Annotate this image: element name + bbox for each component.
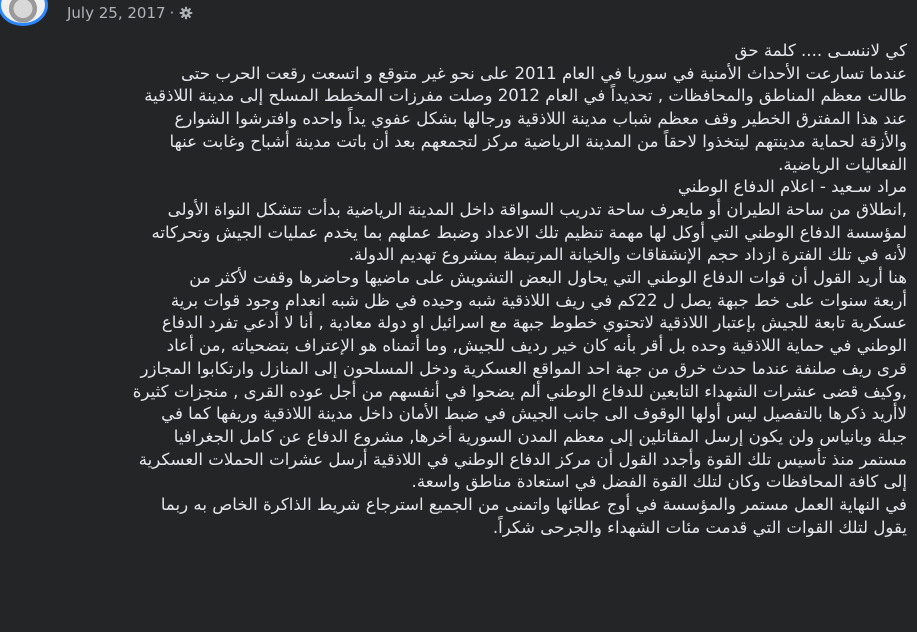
post-line: هنا أريد القول أن قوات الدفاع الوطني التي يحاول البعض التشويش على ماضيها وحاضرها وقفت لأكثر من	[189, 268, 907, 288]
post-line: طالت معظم المناطق والمحافظات , تحديداً في العام 2012 وصلت مفرزات المخطط المسلح إلى مدينة اللاذقية	[144, 86, 907, 106]
post-text	[10, 40, 907, 539]
post-line: جبلة وبانياس ولن يكون إرسل المقاتلين إلى معظم المدن السورية أخرها, مشروع الدفاع عن كامل الجغرافيا	[173, 426, 907, 446]
post-line: يقول لتلك القوات التي قدمت مئات الشهداء والجرحى شكراً.	[492, 517, 907, 537]
post-line: لاأريد ذكرها بالتفصيل ليس أولها الوقوف الى جانب الجيش في ضبط الأمان داخل مدينة اللاذقية وريفها كما في	[161, 404, 907, 424]
post-line: في النهاية العمل مستمر والمؤسسة في أوج عطائها واتمنى من الجميع استرجاع شريط الذاكرة الخاص به ربما	[160, 495, 907, 515]
post-line: الفعاليات الرياضية.	[778, 154, 907, 174]
post-line: والأزقة لحماية مدينتهم ليتخذوا لاحقاً من المدينة الرياضية مركز لتجمعهم بعد أن باتت مدينة أشباح وغابت عنها	[169, 131, 907, 151]
post-line: مراد سـعيد - اعلام الدفاع الوطني	[677, 177, 907, 197]
post-line: كي لاننسـى .... كلمة حق	[734, 41, 907, 60]
post-line: ,وكيف قضى عشرات الشهداء التابعين للدفاع الوطني ألم يضحوا في أنفسهم من أجل عوده القرى , منجزات كثيرة	[132, 381, 907, 401]
post-line: عندما تسارعت الأحداث الأمنية في سوريا في العام 2011 على نحو غير متوقع و اتسعت رقعت الحرب حتى	[180, 63, 907, 83]
post-meta	[67, 2, 193, 24]
post-line: مستمر منذ تأسيس تلك القوة وأجدد القول أن مركز الدفاع الوطني في اللاذقية أرسل عشرات الحملات العسكرية	[138, 449, 907, 469]
post-line: عسكرية تابعة للجيش بإعتبار اللاذقية لاتحتوي خطوط جبهة مع اسرائيل او دولة معادية , أنا لا أدعي تفرد الدفاع	[161, 313, 907, 333]
post-line: قرى ريف صلنفة عندما حدث خرق من جهة احد المواقع العسكرية ودخل المسلحون إلى المنازل وارتكابوا المجازر	[140, 358, 907, 378]
gear-icon[interactable]	[179, 6, 193, 20]
post-line: عند هذا المفترق الخطير وقف معظم شباب مدينة اللاذقية ورجالها بشكل عفوي يداً واحده وافترشوا الشوارع	[174, 109, 907, 129]
profile-avatar[interactable]	[0, 0, 48, 26]
meta-separator: ·	[169, 4, 175, 22]
post-line: ,انطلاق من ساحة الطيران أو مايعرف ساحة تدريب السواقة داخل المدينة الرياضية بدأت تتشكل النواة الأولى	[167, 199, 907, 219]
post-date-link[interactable]: July 25, 2017	[67, 4, 166, 22]
post-line: أربعة سنوات على خط جبهة يصل ل 22كم في ريف اللاذقية شبه وحيده في ظل شبه انعدام وجود قوات برية	[170, 290, 907, 310]
post-line: إلى كافة المحافظات وكان لتلك القوة الفضل في استعادة مناطق واسعة.	[411, 472, 907, 492]
post-line: الوطني في حماية اللاذقية وحده بل أقر بأنه كان خير رديف للجيش, وما أتمناه هو الإعتراف بتضحياته ,من أعاد	[166, 336, 907, 356]
post-line: لأنه في تلك الفترة ازداد حجم الإنشقاقات والخيانة المرتبطة بمشروع تهديم الدولة.	[348, 245, 907, 265]
post-line: لمؤسسة الدفاع الوطني التي أوكل لها مهمة تنظيم تلك الاعداد وضبط عملهم بما يخدم عمليات الجيش وتحركاته	[151, 222, 907, 242]
